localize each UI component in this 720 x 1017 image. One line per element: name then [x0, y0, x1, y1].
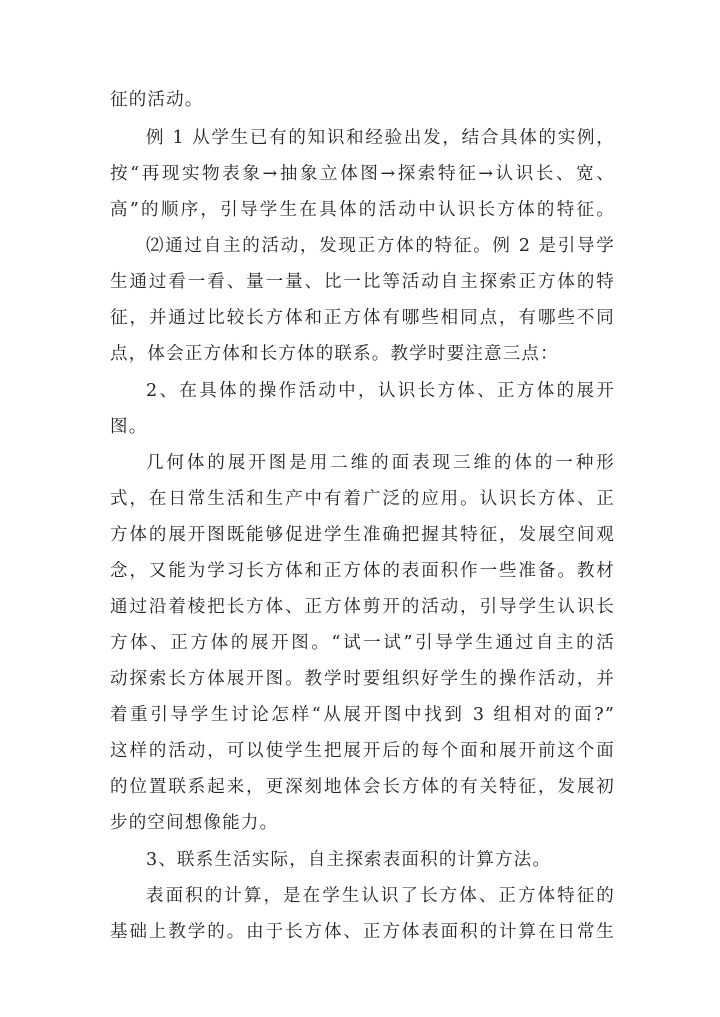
text-line-19: 这样的活动，可以使学生把展开后的每个面和展开前这个面	[110, 741, 615, 761]
text-line-7: 征，并通过比较长方体和正方体有哪些相同点，有哪些不同	[110, 308, 615, 328]
text-line-2: 例 1 从学生已有的知识和经验出发，结合具体的实例，	[146, 128, 615, 148]
text-line-15: 通过沿着棱把长方体、正方体剪开的活动，引导学生认识长	[110, 597, 615, 617]
text-line-17: 动探索长方体展开图。教学时要组织好学生的操作活动，并	[110, 669, 615, 689]
text-line-1: 征的活动。	[110, 90, 204, 110]
text-line-4: 高”的顺序，引导学生在具体的活动中认识长方体的特征。	[110, 200, 615, 220]
text-line-22: 3、联系生活实际，自主探索表面积的计算方法。	[146, 850, 552, 870]
text-line-5: ⑵通过自主的活动，发现正方体的特征。例 2 是引导学	[146, 236, 615, 256]
text-line-16: 方体、正方体的展开图。“试一试”引导学生通过自主的活	[110, 633, 615, 653]
text-line-12: 式，在日常生活和生产中有着广泛的应用。认识长方体、正	[110, 489, 615, 509]
text-line-23: 表面积的计算，是在学生认识了长方体、正方体特征的	[146, 886, 615, 906]
text-line-18: 着重引导学生讨论怎样“从展开图中找到 3 组相对的面?”	[110, 705, 615, 725]
text-line-3: 按“再现实物表象→抽象立体图→探索特征→认识长、宽、	[110, 164, 615, 184]
text-line-6: 生通过看一看、量一量、比一比等活动自主探索正方体的特	[110, 272, 615, 292]
text-line-14: 念，又能为学习长方体和正方体的表面积作一些准备。教材	[110, 561, 615, 581]
text-line-21: 步的空间想像能力。	[110, 813, 279, 833]
text-line-10: 图。	[110, 417, 148, 437]
text-line-9: 2、在具体的操作活动中，认识长方体、正方体的展开	[146, 381, 615, 401]
text-line-24: 基础上教学的。由于长方体、正方体表面积的计算在日常生	[110, 922, 615, 942]
text-line-13: 方体的展开图既能够促进学生准确把握其特征，发展空间观	[110, 525, 615, 545]
text-line-11: 几何体的展开图是用二维的面表现三维的体的一种形	[146, 453, 615, 473]
text-line-8: 点，体会正方体和长方体的联系。教学时要注意三点：	[110, 344, 559, 364]
text-line-20: 的位置联系起来，更深刻地体会长方体的有关特征，发展初	[110, 777, 615, 797]
